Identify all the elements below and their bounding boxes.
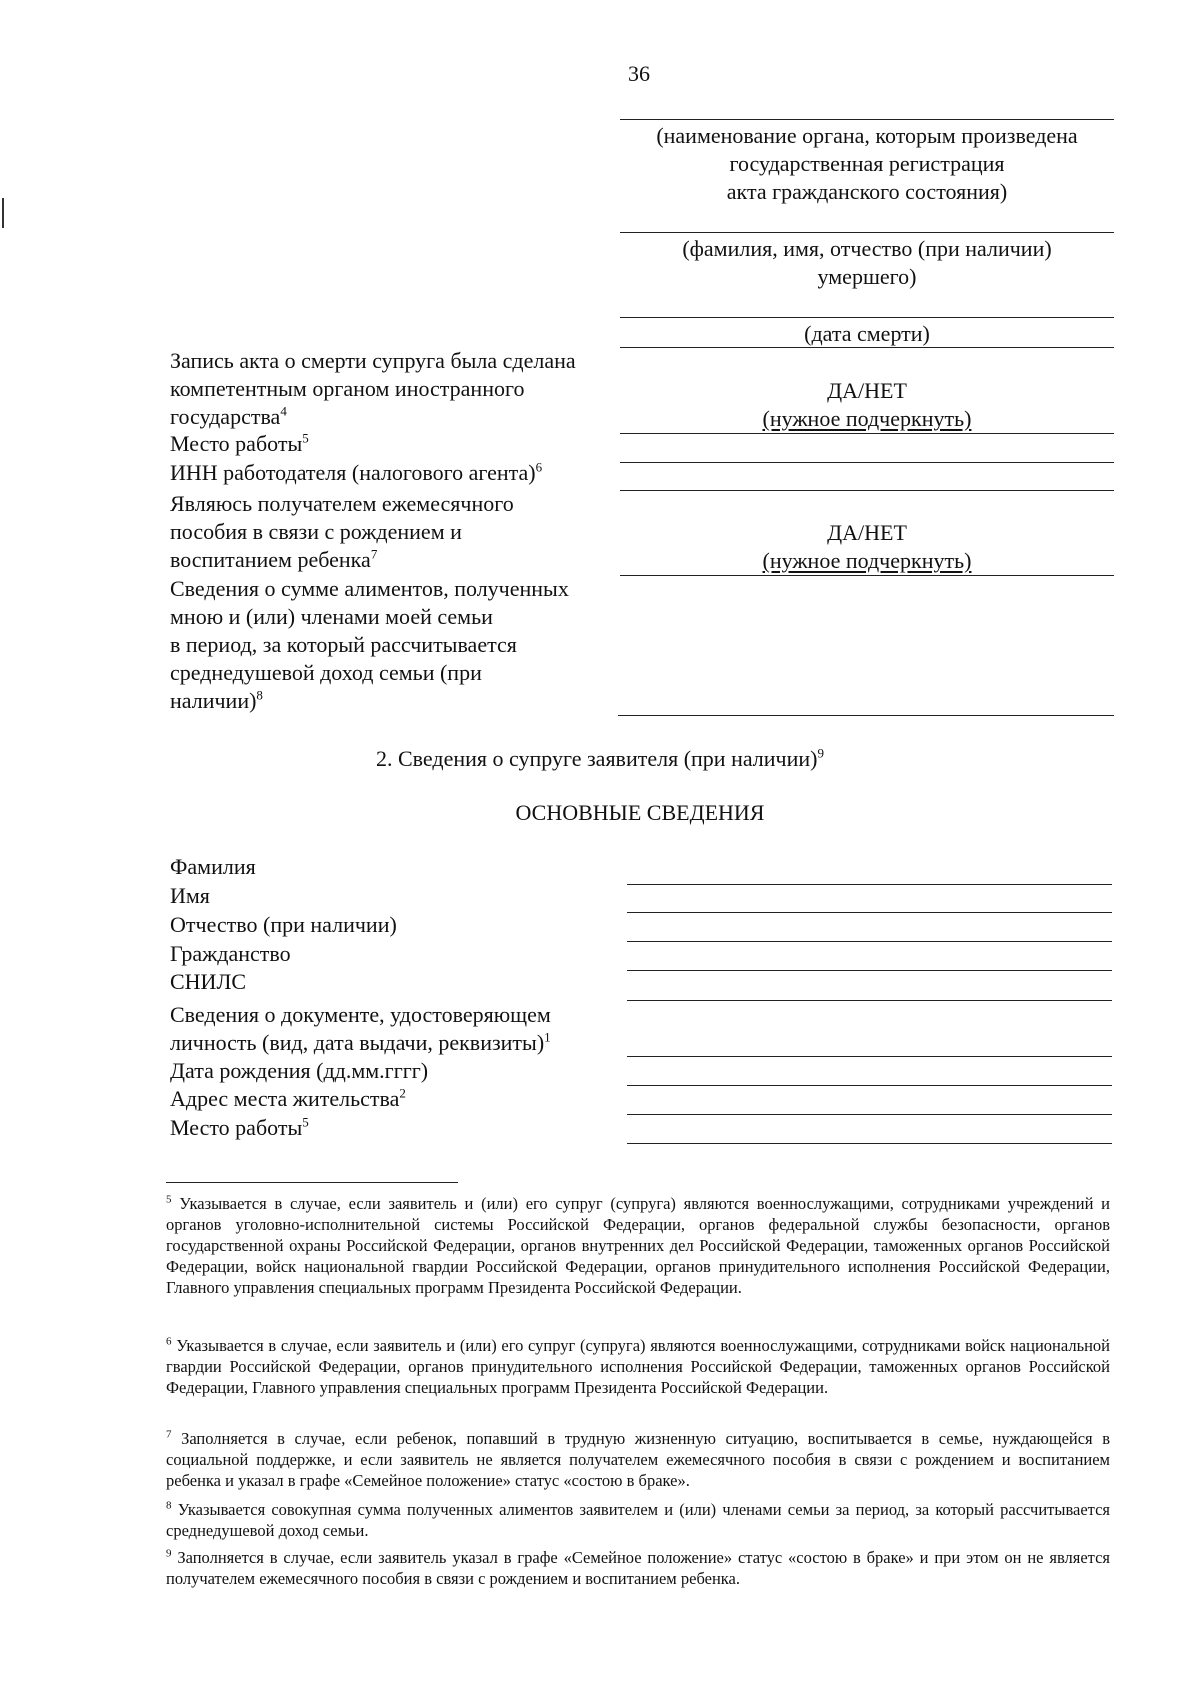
alimony-label: Сведения о сумме алиментов, полученных мною и (или) членами моей семьи в период, за который рассчитывается среднедушевой доход семьи (при наличии)$^8$ — [170, 576, 569, 713]
spouse-surname-input-line[interactable] — [627, 884, 1112, 885]
spouse-citizenship-label: Гражданство — [170, 941, 291, 966]
spouse-surname-label: Фамилия — [170, 854, 256, 879]
foreign-record-label: Запись акта о смерти супруга была сделана компетентным органом иностранного государства$^4$ — [170, 348, 576, 429]
spouse-snils-input-line[interactable] — [627, 1000, 1112, 1001]
footnote-separator — [166, 1182, 458, 1183]
scan-mark — [2, 198, 4, 228]
authority-caption: (наименование органа, которым произведена государственная регистрация акта гражданского состояния) — [656, 123, 1078, 204]
deceased-name-caption: (фамилия, имя, отчество (при наличии) умершего) — [682, 236, 1052, 289]
spouse-patronymic-label: Отчество (при наличии) — [170, 912, 397, 937]
foreign-record-note: (нужное подчеркнуть) — [762, 406, 972, 431]
spouse-address-input-line[interactable] — [627, 1114, 1112, 1115]
spouse-birth-date-label: Дата рождения (дд.мм.гггг) — [170, 1058, 429, 1083]
footnote-5: $^5$ Указывается в случае, если заявитель и (или) его супруг (супруга) являются военнослужащими, сотрудниками учреждений и органов уголовно-исполнительной системы Российской Федерации, органов федеральной службы безопасности, органов государственной охраны Российской Федерации, органов внутренних дел Российской Федерации, таможенных органов Российской Федерации, войск национальной гвардии Российской Федерации, органов принудительного исполнения Российской Федерации, Главного управления специальных программ Президента Российской Федерации. — [166, 1193, 1111, 1297]
spouse-name-label: Имя — [170, 883, 210, 908]
footnote-6: $^6$ Указывается в случае, если заявитель и (или) его супруг (супруга) являются военнослужащими, сотрудниками войск национальной гвардии Российской Федерации, органов принудительного исполнения Российской Федерации, таможенных органов Российской Федерации, Главного управления специальных программ Президента Российской Федерации. — [166, 1335, 1111, 1397]
authority-line[interactable] — [620, 119, 1114, 120]
death-date-line[interactable] — [620, 317, 1114, 318]
monthly-allowance-label: Являюсь получателем ежемесячного пособия в связи с рождением и воспитанием ребенка$^7$ — [170, 491, 514, 572]
monthly-allowance-answer[interactable]: ДА/НЕТ — [827, 520, 907, 545]
spouse-snils-label: СНИЛС — [170, 969, 247, 994]
spouse-citizenship-input-line[interactable] — [627, 970, 1112, 971]
section-2-subtitle: ОСНОВНЫЕ СВЕДЕНИЯ — [515, 800, 765, 825]
workplace-label: Место работы$^5$ — [170, 430, 309, 456]
spouse-workplace-label: Место работы$^5$ — [170, 1114, 309, 1140]
workplace-input-line[interactable] — [620, 462, 1114, 463]
footnote-9: $^9$ Заполняется в случае, если заявитель указал в графе «Семейное положение» статус «состою в браке» и при этом он не является получателем ежемесячного пособия в связи с рождением и воспитанием ребенка. — [166, 1547, 1111, 1588]
spouse-birth-date-input-line[interactable] — [627, 1085, 1112, 1086]
alimony-input-line[interactable] — [618, 715, 1114, 716]
deceased-name-line[interactable] — [620, 232, 1114, 233]
spouse-id-doc-label: Сведения о документе, удостоверяющем личность (вид, дата выдачи, реквизиты)$^1$ — [170, 1002, 551, 1055]
footnote-7: $^7$ Заполняется в случае, если ребенок, попавший в трудную жизненную ситуацию, воспитывается в семье, нуждающейся в социальной поддержке, и если заявитель не является получателем ежемесячного пособия в связи с рождением и воспитанием ребенка и указал в графе «Семейное положение» статус «состою в браке». — [166, 1428, 1110, 1490]
footnote-8: $^8$ Указывается совокупная сумма полученных алиментов заявителем и (или) членами семьи за период, за который рассчитывается среднедушевой доход семьи. — [166, 1499, 1111, 1540]
page-number: 36 — [628, 61, 650, 86]
spouse-address-label: Адрес места жительства$^2$ — [170, 1085, 406, 1111]
spouse-workplace-input-line[interactable] — [627, 1143, 1112, 1144]
spouse-name-input-line[interactable] — [627, 912, 1112, 913]
death-date-underline — [620, 347, 1114, 348]
spouse-patronymic-input-line[interactable] — [627, 941, 1112, 942]
monthly-allowance-line — [620, 575, 1114, 576]
spouse-id-doc-input-line[interactable] — [627, 1056, 1112, 1057]
monthly-allowance-note: (нужное подчеркнуть) — [762, 548, 972, 573]
employer-inn-input-line[interactable] — [620, 490, 1114, 491]
foreign-record-line — [620, 433, 1114, 434]
employer-inn-label: ИНН работодателя (налогового агента)$^6$ — [170, 459, 543, 485]
section-2-title: 2. Сведения о супруге заявителя (при наличии)$^9$ — [376, 745, 824, 771]
death-date-caption: (дата смерти) — [804, 321, 930, 346]
foreign-record-answer[interactable]: ДА/НЕТ — [827, 378, 907, 403]
